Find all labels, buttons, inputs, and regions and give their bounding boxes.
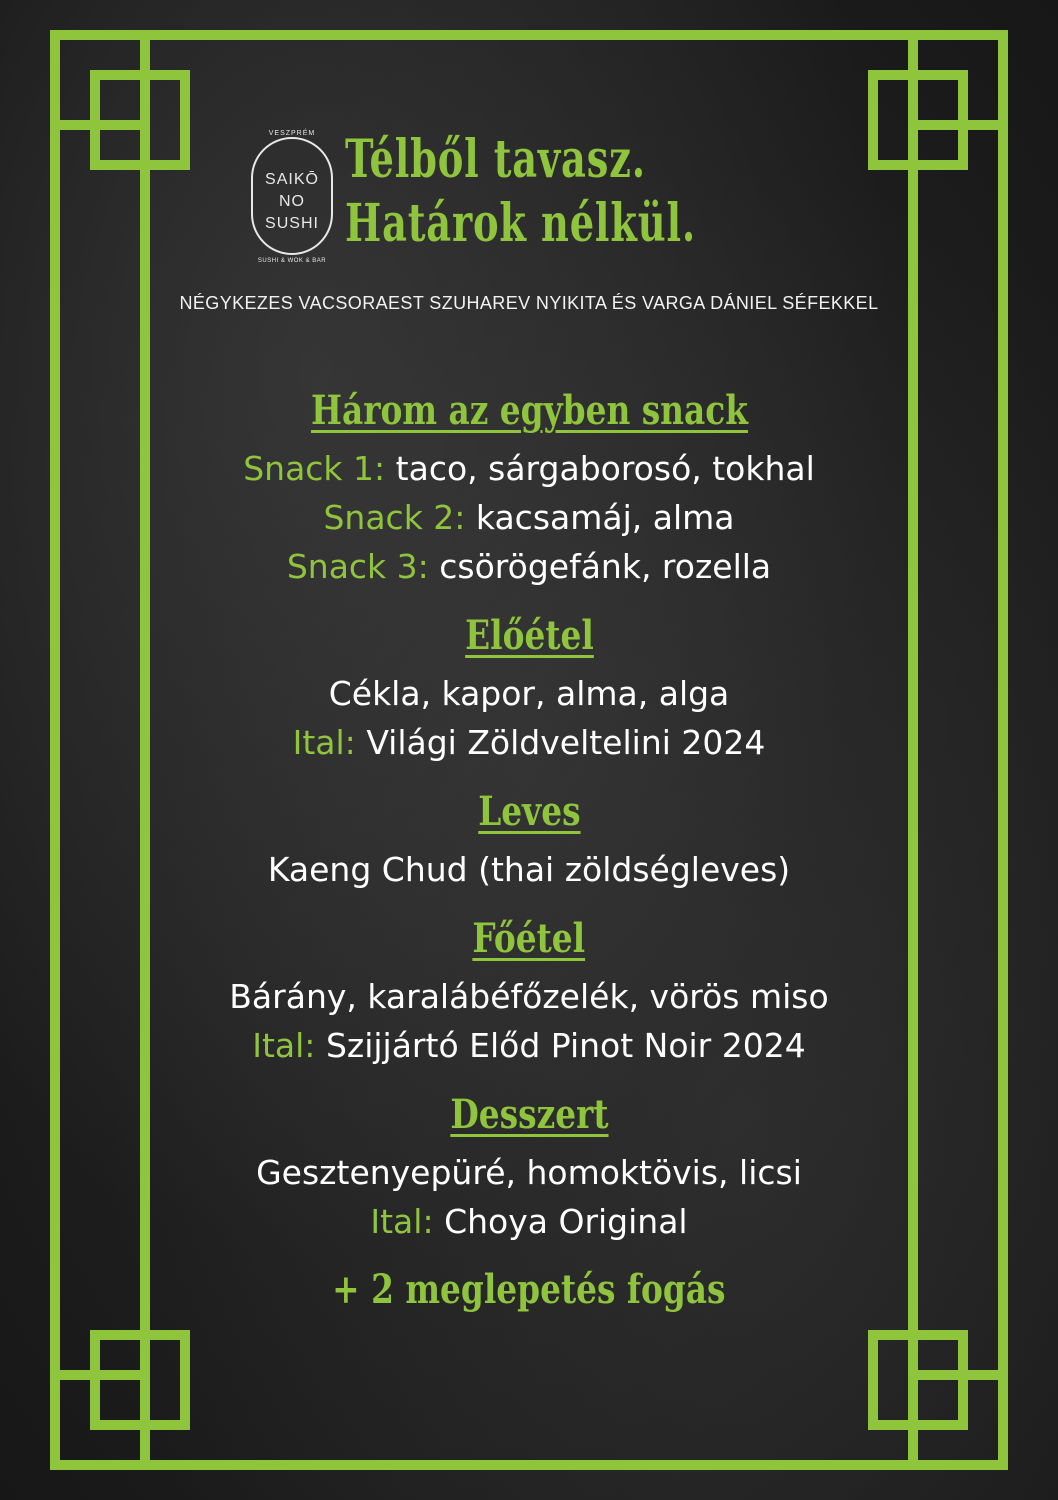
- snack-3-label: Snack 3:: [286, 547, 429, 586]
- snack-2-label: Snack 2:: [323, 498, 466, 537]
- event-title: [345, 128, 905, 256]
- snack-3-text: csörögefánk, rozella: [439, 547, 772, 586]
- svg-text:SAIKŌ: SAIKŌ: [265, 171, 319, 188]
- starter-drink-line: [0, 718, 1058, 767]
- starter-dish: Cékla, kapor, alma, alga: [328, 674, 730, 713]
- starter-drink-label: Ital:: [292, 723, 356, 762]
- section-snacks: [0, 380, 1058, 444]
- dessert-drink-line: [0, 1197, 1058, 1246]
- section-heading-dessert: Desszert: [449, 1091, 609, 1138]
- saiko-no-sushi-logo: [249, 128, 335, 264]
- section-starter: [0, 605, 1058, 669]
- section-heading-soup: Leves: [477, 788, 581, 835]
- corner-knot-bottom-left: [55, 1335, 185, 1465]
- main-dish: Bárány, karalábéfőzelék, vörös miso: [229, 977, 829, 1016]
- section-heading-starter: Előétel: [464, 612, 594, 659]
- section-soup: [0, 781, 1058, 845]
- soup-dish: Kaeng Chud (thai zöldségleves): [267, 850, 791, 889]
- section-heading-main: Főétel: [472, 915, 586, 962]
- surprise-courses-text: + 2 meglepetés fogás: [332, 1266, 726, 1313]
- corner-knot-top-left: [55, 35, 185, 165]
- svg-text:NO: NO: [279, 193, 305, 210]
- surprise-courses: [0, 1260, 1058, 1320]
- snack-2-line: [0, 493, 1058, 542]
- svg-text:VESZPRÉM: VESZPRÉM: [268, 130, 316, 137]
- section-dessert: [0, 1084, 1058, 1148]
- snack-1-text: taco, sárgaborosó, tokhal: [395, 449, 815, 488]
- snack-1-line: [0, 444, 1058, 493]
- snack-1-label: Snack 1:: [243, 449, 386, 488]
- corner-knot-bottom-right: [873, 1335, 1003, 1465]
- snack-3-line: [0, 542, 1058, 591]
- main-drink-label: Ital:: [252, 1026, 316, 1065]
- starter-drink: Világi Zöldveltelini 2024: [366, 723, 766, 762]
- dessert-dish: Gesztenyepüré, homoktövis, licsi: [256, 1153, 802, 1192]
- main-drink: Szijjártó Előd Pinot Noir 2024: [325, 1026, 806, 1065]
- section-main: [0, 908, 1058, 972]
- main-drink-line: [0, 1021, 1058, 1070]
- menu-list: [0, 380, 1058, 1320]
- snack-2-text: kacsamáj, alma: [475, 498, 735, 537]
- svg-text:SUSHI: SUSHI: [265, 215, 319, 232]
- svg-text:SUSHI & WOK & BAR: SUSHI & WOK & BAR: [257, 258, 327, 264]
- event-subtitle: NÉGYKEZES VACSORAEST SZUHAREV NYIKITA ÉS VARGA DÁNIEL SÉFEKKEL: [179, 293, 879, 313]
- dessert-drink-label: Ital:: [370, 1202, 434, 1241]
- section-heading-snacks: Három az egyben snack: [310, 387, 748, 434]
- event-title-line-1: Télből tavasz.: [345, 129, 646, 190]
- dessert-drink: Choya Original: [444, 1202, 688, 1241]
- event-title-line-2: Határok nélkül.: [345, 193, 697, 254]
